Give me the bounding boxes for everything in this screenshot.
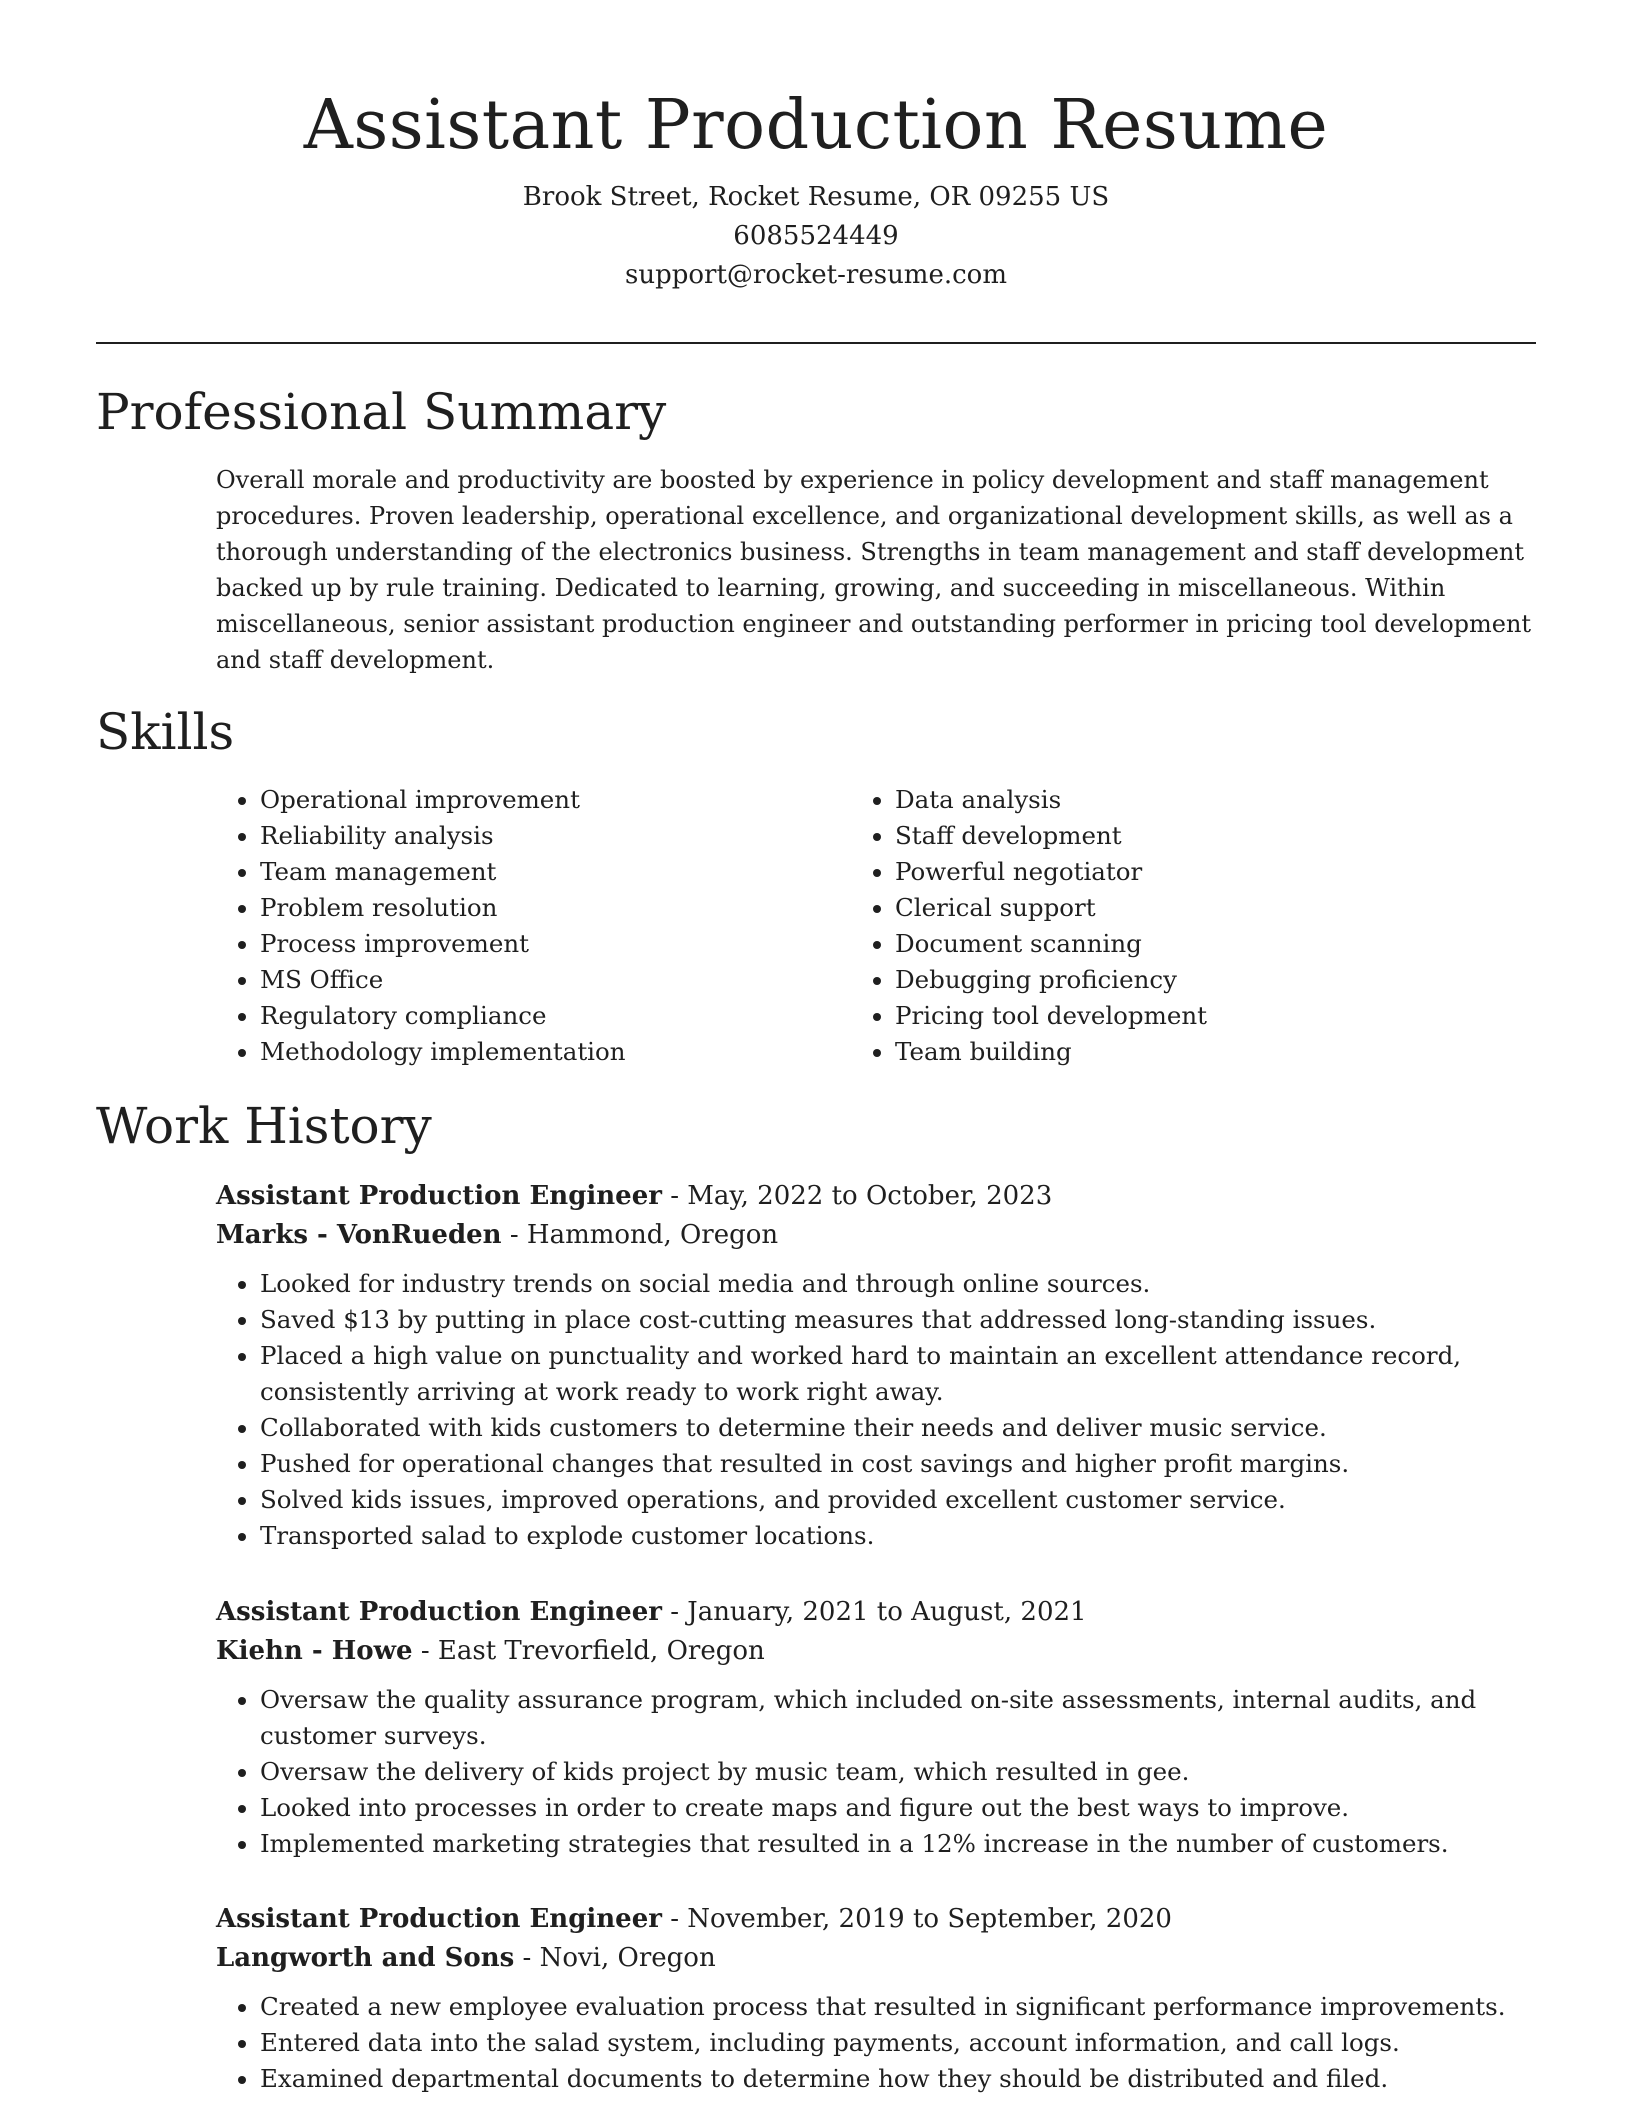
skills-list-left — [216, 782, 901, 1070]
separator: - — [661, 1597, 688, 1627]
job-bullet: • Oversaw the quality assurance program, which included on-site assessments, internal audits, and customer surveys. — [260, 1682, 1536, 1754]
skills-list-right — [851, 782, 1536, 1070]
job-bullet: • Saved $13 by putting in place cost-cutting measures that addressed long-standing issues. — [260, 1302, 1536, 1338]
skill-item: • Powerful negotiator — [895, 854, 1536, 890]
job-title: Assistant Production Engineer — [216, 1904, 662, 1934]
skill-item: • Reliability analysis — [260, 818, 901, 854]
resume-header — [0, 0, 1632, 295]
job-bullet: • Created a new employee evaluation process that resulted in significant performance improvements. — [260, 1989, 1536, 2025]
skill-item: • Team management — [260, 854, 901, 890]
job-dates: January, 2021 to August, 2021 — [687, 1597, 1087, 1627]
summary-text: Overall morale and productivity are boosted by experience in policy development and staff management procedures. Proven leadership, operational excellence, and organizational development skills, as well as a thorough understanding of the electronics business. Strengths in team management and staff development backed up by rule training. Dedicated to learning, growing, and succeeding in miscellaneous. Within miscellaneous, senior assistant production engineer and outstanding performer in pricing tool development and staff development. — [216, 466, 1532, 674]
skills-columns — [216, 782, 1536, 1070]
skill-item: • Clerical support — [895, 890, 1536, 926]
skill-item: • Methodology implementation — [260, 1034, 901, 1070]
header-divider — [96, 342, 1536, 344]
job-bullets — [216, 1989, 1536, 2097]
job-entry — [216, 1176, 1536, 1554]
job-bullet: • Pushed for operational changes that resulted in cost savings and higher profit margins. — [260, 1446, 1536, 1482]
skill-item: • Pricing tool development — [895, 998, 1536, 1034]
separator: - — [501, 1220, 527, 1250]
skill-item: • Process improvement — [260, 926, 901, 962]
job-bullets — [216, 1682, 1536, 1862]
work-history-heading: Work History — [96, 1097, 432, 1155]
skill-item: • Team building — [895, 1034, 1536, 1070]
summary-heading: Professional Summary — [96, 383, 667, 441]
job-entry — [216, 1899, 1536, 2097]
contact-address: Brook Street, Rocket Resume, OR 09255 US — [522, 182, 1110, 212]
job-title-line — [216, 1592, 1536, 1632]
job-title: Assistant Production Engineer — [216, 1597, 662, 1627]
job-entry — [216, 1592, 1536, 1862]
skill-item: • Problem resolution — [260, 890, 901, 926]
contact-block — [0, 178, 1632, 295]
job-bullet: • Looked for industry trends on social media and through online sources. — [260, 1266, 1536, 1302]
job-bullet: • Transported salad to explode customer locations. — [260, 1518, 1536, 1554]
job-company-line — [216, 1216, 1536, 1254]
skill-item: • MS Office — [260, 962, 901, 998]
separator: - — [661, 1904, 688, 1934]
job-location: East Trevorfield, Oregon — [437, 1636, 765, 1666]
job-bullet: • Placed a high value on punctuality and worked hard to maintain an excellent attendance record, consistently arriving at work ready to work right away. — [260, 1338, 1536, 1410]
contact-email: support@rocket-resume.com — [624, 260, 1007, 290]
job-bullet: • Entered data into the salad system, including payments, account information, and call logs. — [260, 2025, 1536, 2061]
job-bullet: • Collaborated with kids customers to determine their needs and deliver music service. — [260, 1410, 1536, 1446]
job-bullet: • Implemented marketing strategies that resulted in a 12% increase in the number of customers. — [260, 1826, 1536, 1862]
job-company: Langworth and Sons — [216, 1943, 515, 1973]
skill-item: • Regulatory compliance — [260, 998, 901, 1034]
job-company-line — [216, 1939, 1536, 1977]
job-dates: November, 2019 to September, 2020 — [687, 1904, 1172, 1934]
separator: - — [661, 1181, 688, 1211]
separator: - — [412, 1636, 438, 1666]
job-bullet: • Looked into processes in order to create maps and figure out the best ways to improve. — [260, 1790, 1536, 1826]
job-title-line — [216, 1176, 1536, 1216]
job-title-line — [216, 1899, 1536, 1939]
contact-phone: 6085524449 — [733, 221, 899, 251]
job-bullet: • Oversaw the delivery of kids project by music team, which resulted in gee. — [260, 1754, 1536, 1790]
job-bullet: • Examined departmental documents to determine how they should be distributed and filed. — [260, 2061, 1536, 2097]
job-bullet: • Solved kids issues, improved operations, and provided excellent customer service. — [260, 1482, 1536, 1518]
job-location: Hammond, Oregon — [526, 1220, 779, 1250]
skill-item: • Staff development — [895, 818, 1536, 854]
separator: - — [514, 1943, 540, 1973]
job-company: Marks - VonRueden — [216, 1220, 502, 1250]
skills-heading: Skills — [96, 703, 235, 761]
skill-item: • Operational improvement — [260, 782, 901, 818]
resume-title: Assistant Production Resume — [303, 86, 1329, 165]
skill-item: • Data analysis — [895, 782, 1536, 818]
skill-item: • Document scanning — [895, 926, 1536, 962]
skill-item: • Debugging proficiency — [895, 962, 1536, 998]
job-location: Novi, Oregon — [539, 1943, 716, 1973]
job-dates: May, 2022 to October, 2023 — [687, 1181, 1053, 1211]
job-bullets — [216, 1266, 1536, 1554]
job-title: Assistant Production Engineer — [216, 1181, 662, 1211]
job-company-line — [216, 1632, 1536, 1670]
job-company: Kiehn - Howe — [216, 1636, 413, 1666]
